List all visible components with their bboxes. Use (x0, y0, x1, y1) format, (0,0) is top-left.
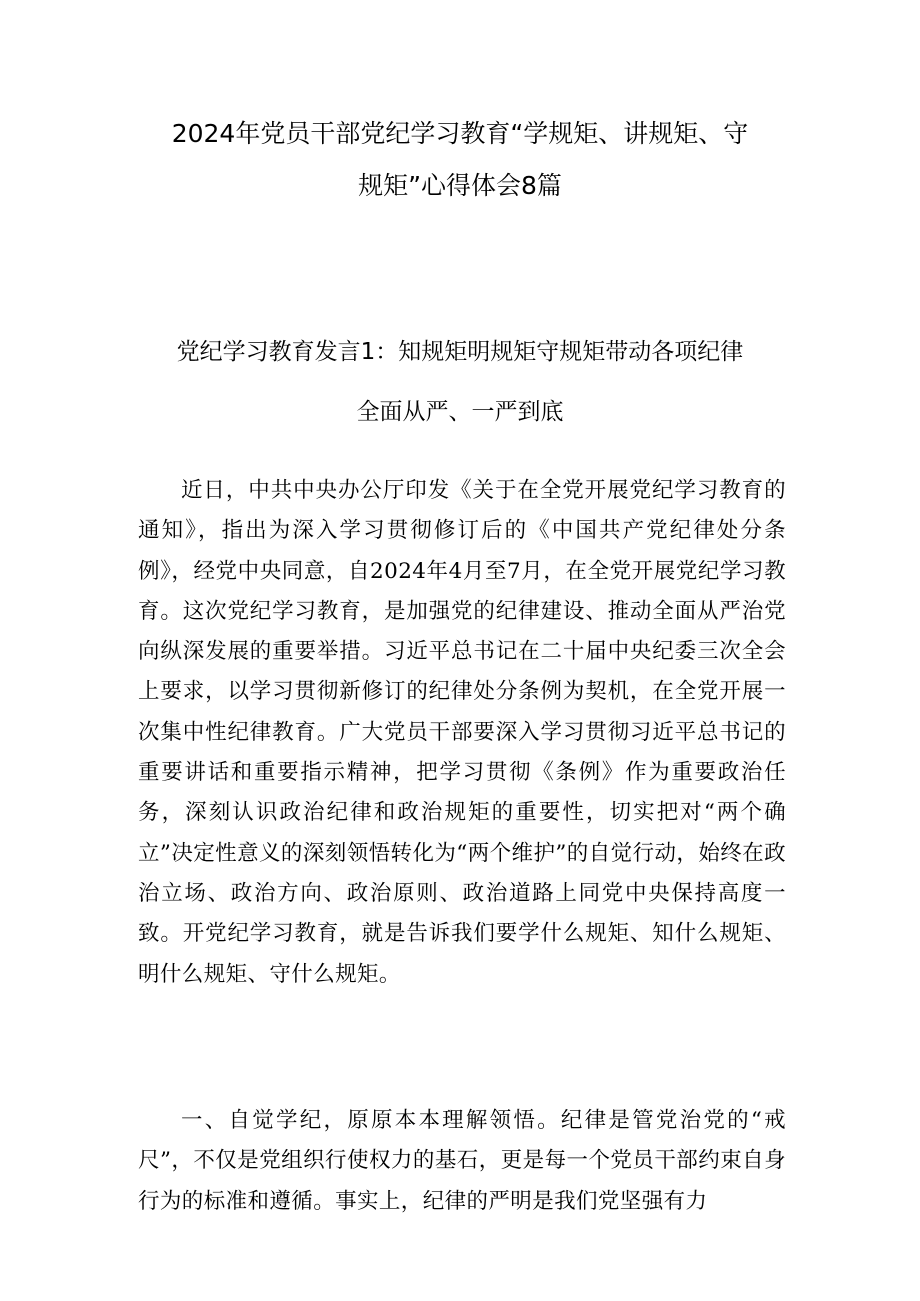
document-title (130, 108, 790, 212)
section-heading (130, 336, 790, 428)
body-paragraph-2: 一、自觉学纪，原原本本理解领悟。纪律是管党治党的“戒尺”，不仅是党组织行使权力的基石，更是每一个党员干部约束自身行为的标准和遵循。事实上，纪律的严明是我们党坚强有力 (138, 1108, 786, 1214)
document-title-line-2: 规矩”心得体会8篇 (358, 171, 562, 200)
document-title-line-1: 2024年党员干部党纪学习教育“学规矩、讲规矩、守 (171, 119, 749, 148)
body-paragraph-1: 近日，中共中央办公厅印发《关于在全党开展党纪学习教育的通知》，指出为深入学习贯彻修订后的《中国共产党纪律处分条例》，经党中央同意，自2024年4月至7月，在全党开展党纪学习教育。这次党纪学习教育，是加强党的纪律建设、推动全面从严治党向纵深发展的重要举措。习近平总书记在二十届中央纪委三次全会上要求，以学习贯彻新修订的纪律处分条例为契机，在全党开展一次集中性纪律教育。广大党员干部要深入学习贯彻习近平总书记的重要讲话和重要指示精神，把学习贯彻《条例》作为重要政治任务，深刻认识政治纪律和政治规矩的重要性，切实把对“两个确立”决定性意义的深刻领悟转化为“两个维护”的自觉行动，始终在政治立场、政治方向、政治原则、政治道路上同党中央保持高度一致。开党纪学习教育，就是告诉我们要学什么规矩、知什么规矩、明什么规矩、守什么规矩。 (138, 478, 786, 987)
section-heading-line-2: 全面从严、一严到底 (356, 399, 564, 425)
section-heading-line-1: 党纪学习教育发言1：知规矩明规矩守规矩带动各项纪律 (176, 339, 744, 365)
